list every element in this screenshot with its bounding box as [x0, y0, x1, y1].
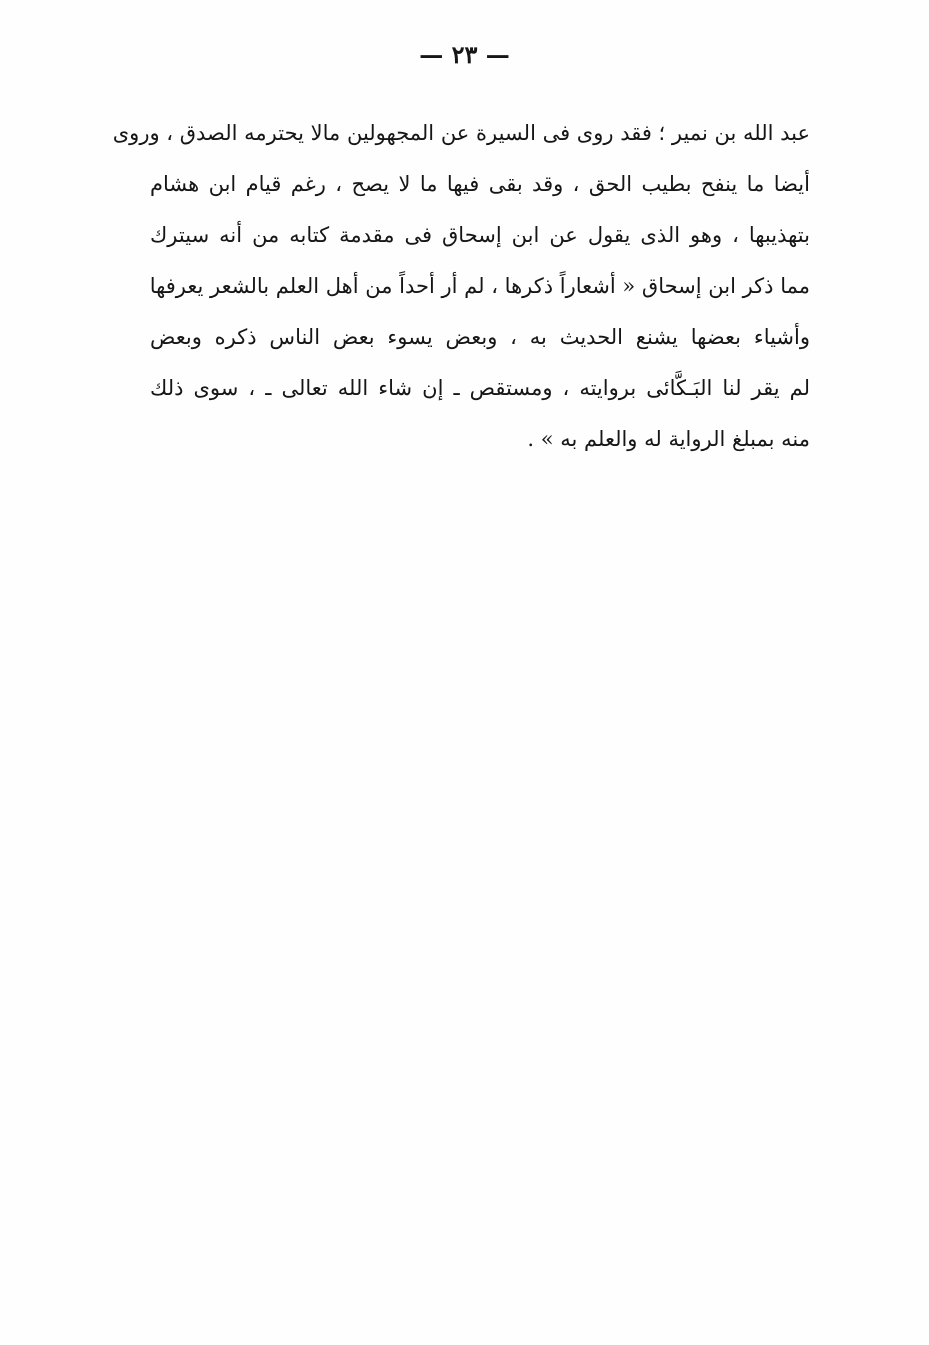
text-line: عبد الله بن نمير ؛ فقد روى فى السيرة عن المجهولين مالا يحترمه الصدق ، وروى [112, 121, 810, 145]
text-line: أيضا ما ينفح بطيب الحق ، وقد بقى فيها ما لا يصح ، رغم قيام ابن هشام [150, 172, 810, 196]
text-line: بتهذيبها ، وهو الذى يقول عن ابن إسحاق فى مقدمة كتابه من أنه سيترك [150, 223, 810, 247]
text-line: لم يقر لنا البَـكَّائى بروايته ، ومستقص ـ إن شاء الله تعالى ـ ، سوى ذلك [150, 376, 810, 400]
text-line: منه بمبلغ الرواية له والعلم به » . [527, 427, 810, 451]
text-line: مما ذكر ابن إسحاق « أشعاراً ذكرها ، لم أر أحداً من أهل العلم بالشعر يعرفها [149, 274, 810, 298]
page-number: — ٢٣ — [419, 40, 510, 69]
text-line: وأشياء بعضها يشنع الحديث به ، وبعض يسوء بعض الناس ذكره وبعض [150, 325, 810, 349]
body-paragraph [112, 108, 810, 465]
